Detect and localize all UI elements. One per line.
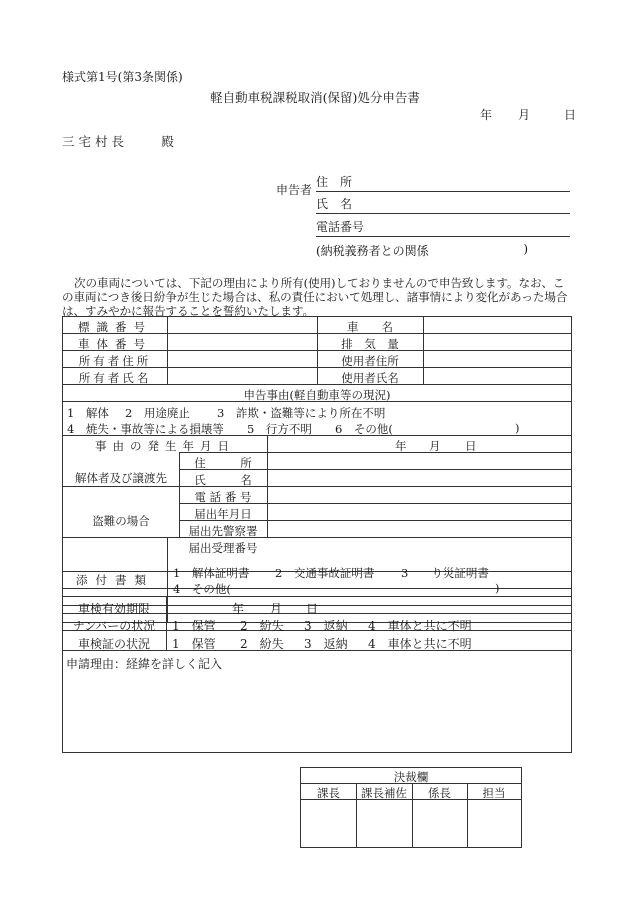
dismantler-name-input[interactable] <box>267 469 571 486</box>
approval-col-deputy-chief: 課長補佐 <box>361 786 407 800</box>
user-name-input[interactable] <box>423 368 571 384</box>
inspection-year[interactable]: 年 <box>232 602 245 616</box>
applicant-address-label: 住 所 <box>316 175 353 189</box>
displacement-label: 排 気 量 <box>341 337 399 351</box>
reason-option-6[interactable]: 6 その他( <box>335 422 393 436</box>
date-month: 月 <box>518 108 531 122</box>
attachments-label: 添付書類 <box>76 573 154 587</box>
dismantler-phone-label: 電 話 番 号 <box>194 490 252 504</box>
user-address-input[interactable] <box>423 351 571 367</box>
relation-label: (納税義務者との関係 <box>316 244 429 258</box>
plate-status-label: ナンバーの状況 <box>72 619 156 633</box>
inspection-month[interactable]: 月 <box>270 602 283 616</box>
car-name-label: 車 名 <box>347 320 393 334</box>
occurrence-date-label: 事由の発生年月日 <box>95 439 235 453</box>
submission-date <box>480 106 576 123</box>
attachment-option-1[interactable]: 1 解体証明書 <box>173 566 250 580</box>
cert-status-option-4[interactable]: 4 車体と共に不明 <box>368 637 472 651</box>
owner-name-label: 所有者氏名 <box>78 371 152 385</box>
theft-label: 盗難の場合 <box>92 514 150 528</box>
reason-option-1[interactable]: 1 解体 <box>67 406 109 420</box>
dismantler-address-input[interactable] <box>267 452 571 469</box>
applicant-relation-field[interactable] <box>316 242 570 259</box>
inspection-day[interactable]: 日 <box>306 602 319 616</box>
reason-option-5[interactable]: 5 行方不明 <box>247 422 312 436</box>
approval-box <box>300 767 522 848</box>
cert-status-option-1[interactable]: 1 保管 <box>172 637 216 651</box>
occurrence-day[interactable]: 日 <box>465 439 477 453</box>
application-reason-input[interactable] <box>64 672 570 750</box>
approval-stamp-deputy-chief[interactable] <box>357 800 412 847</box>
approval-col-subsection-chief: 係長 <box>428 786 451 800</box>
date-day: 日 <box>564 108 577 122</box>
plate-number-label: 標識番号 <box>78 320 152 334</box>
plate-number-input[interactable] <box>167 317 317 333</box>
plate-status-option-2[interactable]: 2 紛失 <box>240 619 284 633</box>
reason-option-4[interactable]: 4 焼失・事故等による損壊等 <box>67 422 224 436</box>
approval-stamp-section-chief[interactable] <box>301 800 356 847</box>
plate-status-option-1[interactable]: 1 保管 <box>172 619 216 633</box>
displacement-input[interactable] <box>423 334 571 350</box>
cert-status-option-3[interactable]: 3 返納 <box>304 637 348 651</box>
approval-col-section-chief: 課長 <box>317 786 340 800</box>
attachment-other-close: ) <box>495 581 500 595</box>
approval-col-staff: 担当 <box>482 786 506 800</box>
reason-option-2[interactable]: 2 用途廃止 <box>125 406 190 420</box>
inspection-expiry-label: 車検有効期限 <box>77 602 150 616</box>
occurrence-month[interactable]: 月 <box>429 439 441 453</box>
date-year: 年 <box>480 108 493 122</box>
attachment-option-4[interactable]: 4 その他( <box>173 582 231 596</box>
plate-status-option-4[interactable]: 4 車体と共に不明 <box>368 619 472 633</box>
theft-report-date-label: 届出年月日 <box>194 507 252 521</box>
vehicle-number-input[interactable] <box>167 334 317 350</box>
relation-close: ) <box>523 242 528 256</box>
applicant-phone-field[interactable] <box>316 219 570 237</box>
reason-other-close: ) <box>515 421 520 435</box>
attachment-option-2[interactable]: 2 交通事故証明書 <box>275 566 375 580</box>
pledge-statement: 次の車両については、下記の理由により所有(使用)しておりませんので申告致します。なお、この車両につき後日紛争が生じた場合は、私の責任において処理し、諸事情により変化があった場合は、すみやかに報告することを誓約いたします。 <box>62 276 568 318</box>
vehicle-number-label: 車体番号 <box>78 337 152 351</box>
approval-stamp-subsection-chief[interactable] <box>413 800 467 847</box>
approval-title: 決裁欄 <box>393 770 429 784</box>
form-number: 様式第1号(第3条関係) <box>62 70 183 84</box>
applicant-name-label: 氏 名 <box>316 197 353 211</box>
owner-address-input[interactable] <box>167 351 317 367</box>
dismantler-name-label: 氏 名 <box>194 473 252 487</box>
reason-option-3[interactable]: 3 詐欺・盗難等により所在不明 <box>217 406 386 420</box>
theft-police-label: 届出先警察署 <box>188 524 258 538</box>
applicant-phone-label: 電話番号 <box>316 220 365 234</box>
approval-stamp-staff[interactable] <box>468 800 521 847</box>
dismantler-address-label: 住 所 <box>194 456 252 470</box>
owner-address-label: 所有者住所 <box>78 354 152 368</box>
applicant-address-field[interactable] <box>316 174 570 192</box>
addressee: 三 宅 村 長 殿 <box>62 134 174 149</box>
theft-receipt-label: 届出受理番号 <box>188 541 258 555</box>
cert-status-label: 車検証の状況 <box>77 637 150 651</box>
plate-status-option-3[interactable]: 3 返納 <box>304 619 348 633</box>
applicant-label: 申告者 <box>276 183 313 197</box>
user-address-label: 使用者住所 <box>341 354 399 368</box>
user-name-label: 使用者氏名 <box>341 371 399 385</box>
owner-name-input[interactable] <box>167 368 317 384</box>
application-reason-label: 申請理由：経緯を詳しく記入 <box>66 657 223 671</box>
applicant-name-field[interactable] <box>316 196 570 214</box>
car-name-input[interactable] <box>423 317 571 333</box>
document-title: 軽自動車税課税取消(保留)処分申告書 <box>210 90 420 105</box>
reasons-heading: 申告事由(軽自動車等の現況) <box>243 388 391 402</box>
occurrence-year[interactable]: 年 <box>395 439 407 453</box>
dismantler-label: 解体者及び譲渡先 <box>75 471 167 485</box>
cert-status-option-2[interactable]: 2 紛失 <box>240 637 284 651</box>
attachment-option-3[interactable]: 3 り災証明書 <box>401 566 489 580</box>
